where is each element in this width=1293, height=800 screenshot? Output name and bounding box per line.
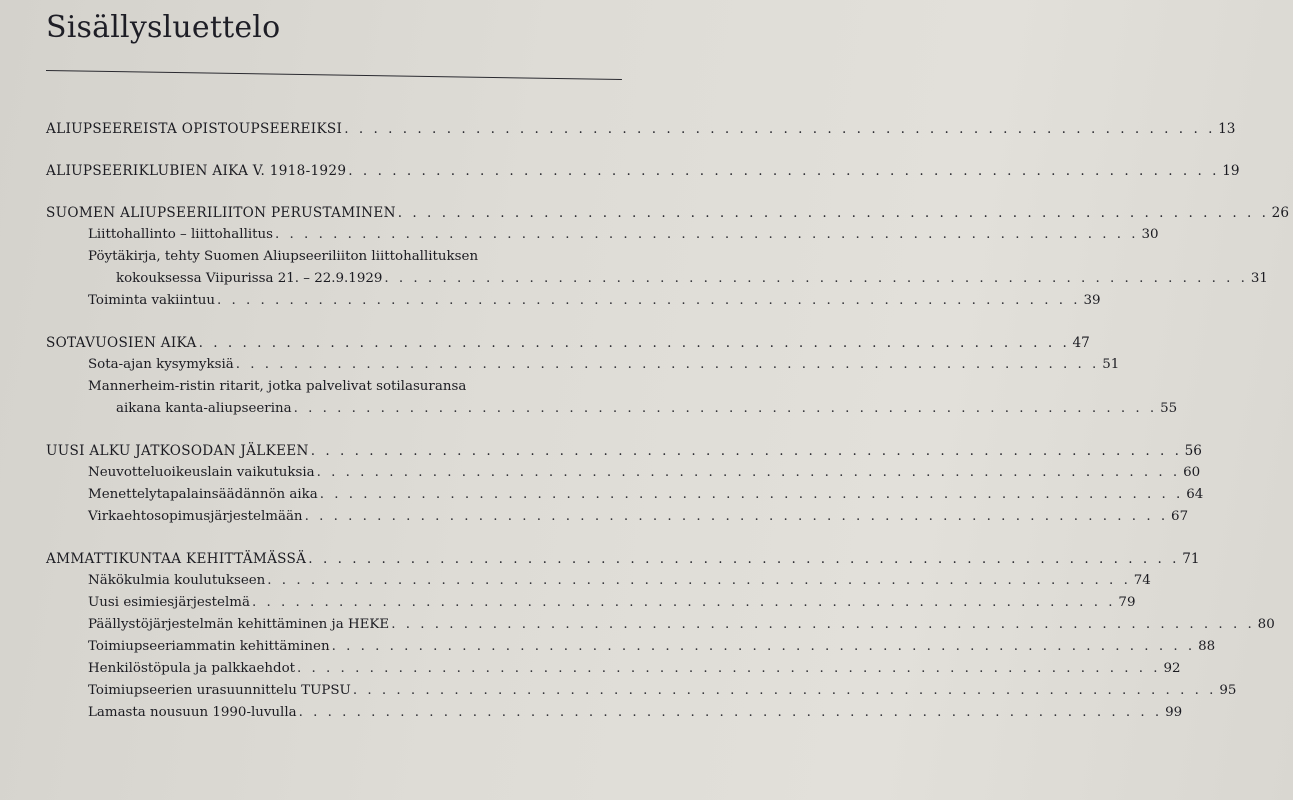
toc-chapter — [46, 118, 1236, 140]
dot-leader: . . . . . . . . . . . . . . . . . . . . . . . . . . . . . . . . . . . . . . . . . . . . . . . . . . . . . . . . . . . . — [310, 443, 1182, 459]
page-number: 74 — [1133, 573, 1151, 588]
page-number: 71 — [1182, 551, 1200, 567]
toc-entry — [46, 506, 1189, 528]
dot-leader: . . . . . . . . . . . . . . . . . . . . . . . . . . . . . . . . . . . . . . . . . . . . . . . . . . . . . . . . . . . . — [352, 683, 1217, 698]
entry-title: Sota-ajan kysymyksiä — [88, 357, 234, 372]
page-number: 64 — [1186, 487, 1204, 502]
page-number: 51 — [1102, 357, 1120, 372]
dot-leader: . . . . . . . . . . . . . . . . . . . . . . . . . . . . . . . . . . . . . . . . . . . . . . . . . . . . . . . . . . . . — [251, 595, 1116, 610]
entry-title: Uusi esimiesjärjestelmä — [88, 595, 250, 610]
toc-entry — [46, 658, 1181, 680]
entry-title-line1: Pöytäkirja, tehty Suomen Aliupseeriliiton liittohallituksen — [88, 249, 479, 264]
page-number: 60 — [1183, 465, 1201, 480]
toc-chapter — [46, 202, 1289, 224]
dot-leader: . . . . . . . . . . . . . . . . . . . . . . . . . . . . . . . . . . . . . . . . . . . . . . . . . . . . . . . . . . . . — [397, 205, 1269, 221]
toc-chapter — [46, 440, 1202, 462]
toc-entry-first-line — [46, 376, 636, 398]
toc-section — [46, 548, 1275, 724]
page-number: 99 — [1165, 705, 1183, 720]
page-number: 55 — [1160, 401, 1178, 416]
toc-section — [46, 160, 1240, 182]
toc-section — [46, 440, 1204, 528]
entry-title-line1: Mannerheim-ristin ritarit, jotka palvelivat sotilasuransa — [88, 379, 467, 394]
dot-leader: . . . . . . . . . . . . . . . . . . . . . . . . . . . . . . . . . . . . . . . . . . . . . . . . . . . . . . . . . . . . — [235, 357, 1100, 372]
toc-entry — [46, 592, 1136, 614]
dot-leader: . . . . . . . . . . . . . . . . . . . . . . . . . . . . . . . . . . . . . . . . . . . . . . . . . . . . . . . . . . . . — [331, 639, 1196, 654]
dot-leader: . . . . . . . . . . . . . . . . . . . . . . . . . . . . . . . . . . . . . . . . . . . . . . . . . . . . . . . . . . . . — [298, 705, 1163, 720]
page-number: 88 — [1198, 639, 1216, 654]
entry-title: Toiminta vakiintuu — [88, 293, 215, 308]
page-number: 31 — [1250, 271, 1268, 286]
dot-leader: . . . . . . . . . . . . . . . . . . . . . . . . . . . . . . . . . . . . . . . . . . . . . . . . . . . . . . . . . . . . — [275, 227, 1139, 242]
toc-section — [46, 332, 1178, 420]
chapter-title: SUOMEN ALIUPSEERILIITON PERUSTAMINEN — [46, 205, 396, 221]
toc-entry — [46, 398, 1178, 420]
page-title: Sisällysluettelo — [46, 10, 281, 45]
toc-entry — [46, 702, 1183, 724]
toc-entry — [46, 462, 1201, 484]
toc-entry — [46, 224, 1159, 246]
entry-title: Toimiupseeriammatin kehittäminen — [88, 639, 330, 654]
entry-title: Henkilöstöpula ja palkkaehdot — [88, 661, 296, 676]
toc-chapter — [46, 160, 1240, 182]
chapter-title: SOTAVUOSIEN AIKA — [46, 335, 197, 351]
page-number: 56 — [1184, 443, 1202, 459]
page-number: 67 — [1171, 509, 1189, 524]
chapter-title: UUSI ALKU JATKOSODAN JÄLKEEN — [46, 443, 309, 459]
dot-leader: . . . . . . . . . . . . . . . . . . . . . . . . . . . . . . . . . . . . . . . . . . . . . . . . . . . . . . . . . . . . — [391, 617, 1255, 632]
page-number: 39 — [1083, 293, 1101, 308]
entry-title: aikana kanta-aliupseerina — [116, 401, 292, 416]
toc-section — [46, 202, 1289, 312]
toc-entry — [46, 484, 1204, 506]
page-number: 79 — [1118, 595, 1136, 610]
toc-entry — [46, 636, 1216, 658]
dot-leader: . . . . . . . . . . . . . . . . . . . . . . . . . . . . . . . . . . . . . . . . . . . . . . . . . . . . . . . . . . . . — [319, 487, 1184, 502]
toc-chapter — [46, 548, 1200, 570]
toc-entry — [46, 570, 1151, 592]
entry-title: Toimiupseerien urasuunnittelu TUPSU — [88, 683, 351, 698]
page-number: 13 — [1218, 121, 1236, 137]
dot-leader: . . . . . . . . . . . . . . . . . . . . . . . . . . . . . . . . . . . . . . . . . . . . . . . . . . . . . . . . . . . . — [198, 335, 1070, 351]
page-number: 30 — [1141, 227, 1159, 242]
page-number: 47 — [1072, 335, 1090, 351]
chapter-title: AMMATTIKUNTAA KEHITTÄMÄSSÄ — [46, 551, 307, 567]
chapter-title: ALIUPSEERIKLUBIEN AIKA V. 1918-1929 — [46, 163, 347, 179]
page-number: 92 — [1163, 661, 1181, 676]
toc-entry — [46, 680, 1237, 702]
entry-title: Päällystöjärjestelmän kehittäminen ja HEKE — [88, 617, 390, 632]
page-number: 19 — [1222, 163, 1240, 179]
dot-leader: . . . . . . . . . . . . . . . . . . . . . . . . . . . . . . . . . . . . . . . . . . . . . . . . . . . . . . . . . . . . — [293, 401, 1158, 416]
dot-leader: . . . . . . . . . . . . . . . . . . . . . . . . . . . . . . . . . . . . . . . . . . . . . . . . . . . . . . . . . . . . — [384, 271, 1248, 286]
toc-entry-first-line — [46, 246, 636, 268]
table-of-contents — [46, 118, 1289, 744]
dot-leader: . . . . . . . . . . . . . . . . . . . . . . . . . . . . . . . . . . . . . . . . . . . . . . . . . . . . . . . . . . . . — [348, 163, 1220, 179]
chapter-title: ALIUPSEEREISTA OPISTOUPSEEREIKSI — [46, 121, 343, 137]
dot-leader: . . . . . . . . . . . . . . . . . . . . . . . . . . . . . . . . . . . . . . . . . . . . . . . . . . . . . . . . . . . . — [297, 661, 1161, 676]
dot-leader: . . . . . . . . . . . . . . . . . . . . . . . . . . . . . . . . . . . . . . . . . . . . . . . . . . . . . . . . . . . . — [344, 121, 1216, 137]
entry-title: Menettelytapalainsäädännön aika — [88, 487, 318, 502]
page-number: 80 — [1257, 617, 1275, 632]
entry-title: Näkökulmia koulutukseen — [88, 573, 266, 588]
toc-entry — [46, 354, 1120, 376]
dot-leader: . . . . . . . . . . . . . . . . . . . . . . . . . . . . . . . . . . . . . . . . . . . . . . . . . . . . . . . . . . . . — [308, 551, 1180, 567]
entry-title: Virkaehtosopimusjärjestelmään — [88, 509, 303, 524]
toc-chapter — [46, 332, 1090, 354]
dot-leader: . . . . . . . . . . . . . . . . . . . . . . . . . . . . . . . . . . . . . . . . . . . . . . . . . . . . . . . . . . . . — [316, 465, 1181, 480]
entry-title: Liittohallinto – liittohallitus — [88, 227, 274, 242]
toc-entry — [46, 268, 1268, 290]
entry-title: Lamasta nousuun 1990-luvulla — [88, 705, 297, 720]
entry-title: kokouksessa Viipurissa 21. – 22.9.1929 — [116, 271, 383, 286]
toc-entry — [46, 290, 1101, 312]
page-number: 95 — [1219, 683, 1237, 698]
entry-title: Neuvotteluoikeuslain vaikutuksia — [88, 465, 315, 480]
toc-section — [46, 118, 1236, 140]
dot-leader: . . . . . . . . . . . . . . . . . . . . . . . . . . . . . . . . . . . . . . . . . . . . . . . . . . . . . . . . . . . . — [304, 509, 1169, 524]
toc-entry — [46, 614, 1275, 636]
dot-leader: . . . . . . . . . . . . . . . . . . . . . . . . . . . . . . . . . . . . . . . . . . . . . . . . . . . . . . . . . . . . — [216, 293, 1081, 308]
title-rule — [46, 70, 622, 80]
dot-leader: . . . . . . . . . . . . . . . . . . . . . . . . . . . . . . . . . . . . . . . . . . . . . . . . . . . . . . . . . . . . — [267, 573, 1131, 588]
page-number: 26 — [1271, 205, 1289, 221]
